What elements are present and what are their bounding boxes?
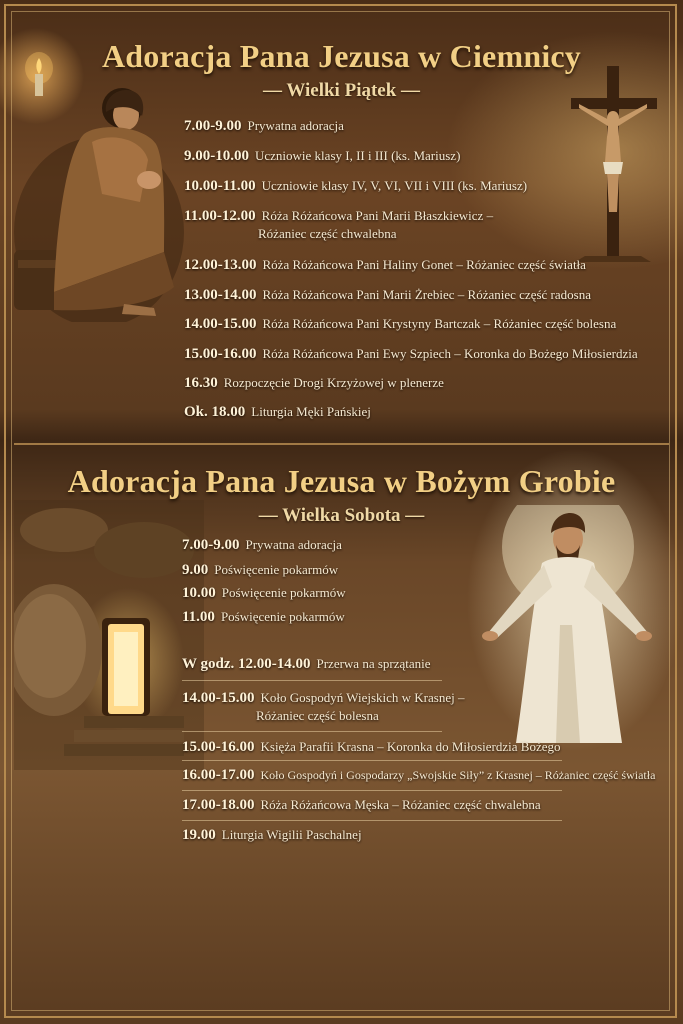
saturday-subtitle: — Wielka Sobota — [258, 505, 425, 526]
schedule-time: 15.00-16.00 [184, 346, 257, 362]
schedule-desc: Księża Parafii Krasna – Koronka do Miłosierdzia Bożego [260, 739, 561, 754]
row-separator [182, 731, 442, 732]
schedule-time: 16.30 [184, 375, 218, 391]
schedule-row [182, 826, 362, 844]
schedule-time: 14.00-15.00 [182, 690, 255, 706]
schedule-time: Ok. 18.00 [184, 404, 246, 420]
schedule-row [184, 286, 591, 304]
schedule-desc: Róża Różańcowa Pani Marii Żrebiec – Różaniec część radosna [262, 287, 591, 302]
schedule-time: 7.00-9.00 [184, 118, 242, 134]
empty-tomb-illustration [14, 500, 204, 770]
schedule-row [184, 315, 616, 333]
schedule-time: 10.00-11.00 [184, 178, 256, 194]
schedule-time: 7.00-9.00 [182, 537, 240, 553]
schedule-desc: Koło Gospodyń i Gospodarzy „Swojskie Siły” z Krasnej – Różaniec część światła [260, 768, 656, 782]
schedule-row [182, 689, 464, 725]
risen-christ-illustration [472, 505, 662, 750]
schedule-desc: Koło Gospodyń Wiejskich w Krasnej – [260, 690, 465, 705]
schedule-time: 11.00-12.00 [184, 208, 256, 224]
schedule-row [182, 584, 346, 602]
schedule-row [182, 766, 655, 784]
schedule-row [184, 256, 586, 274]
schedule-desc: Róża Różańcowa Pani Marii Błaszkiewicz – [261, 208, 494, 223]
schedule-row [184, 207, 493, 243]
schedule-row [182, 608, 345, 626]
schedule-time: W godz. 12.00-14.00 [182, 656, 311, 672]
section-divider [14, 443, 669, 445]
schedule-row [184, 117, 344, 135]
schedule-time: 10.00 [182, 585, 216, 601]
schedule-time: 9.00 [182, 562, 209, 578]
friday-subtitle: — Wielki Piątek — [262, 80, 421, 101]
schedule-desc: Róża Różańcowa Pani Ewy Szpiech – Koronka do Bożego Miłosierdzia [262, 346, 638, 361]
schedule-time: 13.00-14.00 [184, 287, 257, 303]
schedule-time: 15.00-16.00 [182, 739, 255, 755]
schedule-desc: Przerwa na sprzątanie [316, 656, 431, 671]
schedule-row [184, 374, 444, 392]
schedule-desc-continued: Różaniec część bolesna [256, 708, 379, 723]
schedule-desc: Prywatna adoracja [247, 118, 344, 133]
schedule-desc: Róża Różańcowa Męska – Różaniec część chwalebna [260, 797, 541, 812]
schedule-desc: Róża Różańcowa Pani Krystyny Bartczak – Różaniec część bolesna [262, 316, 617, 331]
schedule-desc: Prywatna adoracja [245, 537, 342, 552]
schedule-time: 11.00 [182, 609, 215, 625]
schedule-time: 9.00-10.00 [184, 148, 249, 164]
schedule-desc: Poświęcenie pokarmów [221, 585, 346, 600]
schedule-time: 16.00-17.00 [182, 767, 255, 783]
schedule-row [182, 561, 338, 579]
schedule-row [184, 345, 638, 363]
schedule-desc: Liturgia Męki Pańskiej [251, 404, 371, 419]
schedule-row [184, 147, 460, 165]
row-separator [182, 680, 442, 681]
schedule-desc: Rozpoczęcie Drogi Krzyżowej w plenerze [223, 375, 444, 390]
praying-jesus-illustration [14, 82, 184, 322]
schedule-time: 17.00-18.00 [182, 797, 255, 813]
schedule-row [182, 536, 342, 554]
schedule-desc: Liturgia Wigilii Paschalnej [221, 827, 362, 842]
schedule-desc: Uczniowie klasy IV, V, VI, VII i VIII (ks. Mariusz) [261, 178, 528, 193]
schedule-desc: Uczniowie klasy I, II i III (ks. Mariusz) [255, 148, 461, 163]
row-separator [182, 760, 562, 761]
schedule-desc: Poświęcenie pokarmów [220, 609, 345, 624]
schedule-row [184, 177, 527, 195]
schedule-row [182, 796, 541, 814]
schedule-time: 14.00-15.00 [184, 316, 257, 332]
schedule-time: 12.00-13.00 [184, 257, 257, 273]
schedule-desc: Poświęcenie pokarmów [214, 562, 339, 577]
schedule-row [182, 655, 431, 673]
row-separator [182, 790, 562, 791]
row-separator [182, 820, 562, 821]
schedule-time: 19.00 [182, 827, 216, 843]
schedule-desc: Róża Różańcowa Pani Haliny Gonet – Różaniec część światła [262, 257, 586, 272]
schedule-row [184, 403, 371, 421]
friday-title: Adoracja Pana Jezusa w Ciemnicy [101, 38, 582, 74]
saturday-title: Adoracja Pana Jezusa w Bożym Grobie [67, 463, 616, 499]
schedule-desc-continued: Różaniec część chwalebna [258, 226, 397, 241]
